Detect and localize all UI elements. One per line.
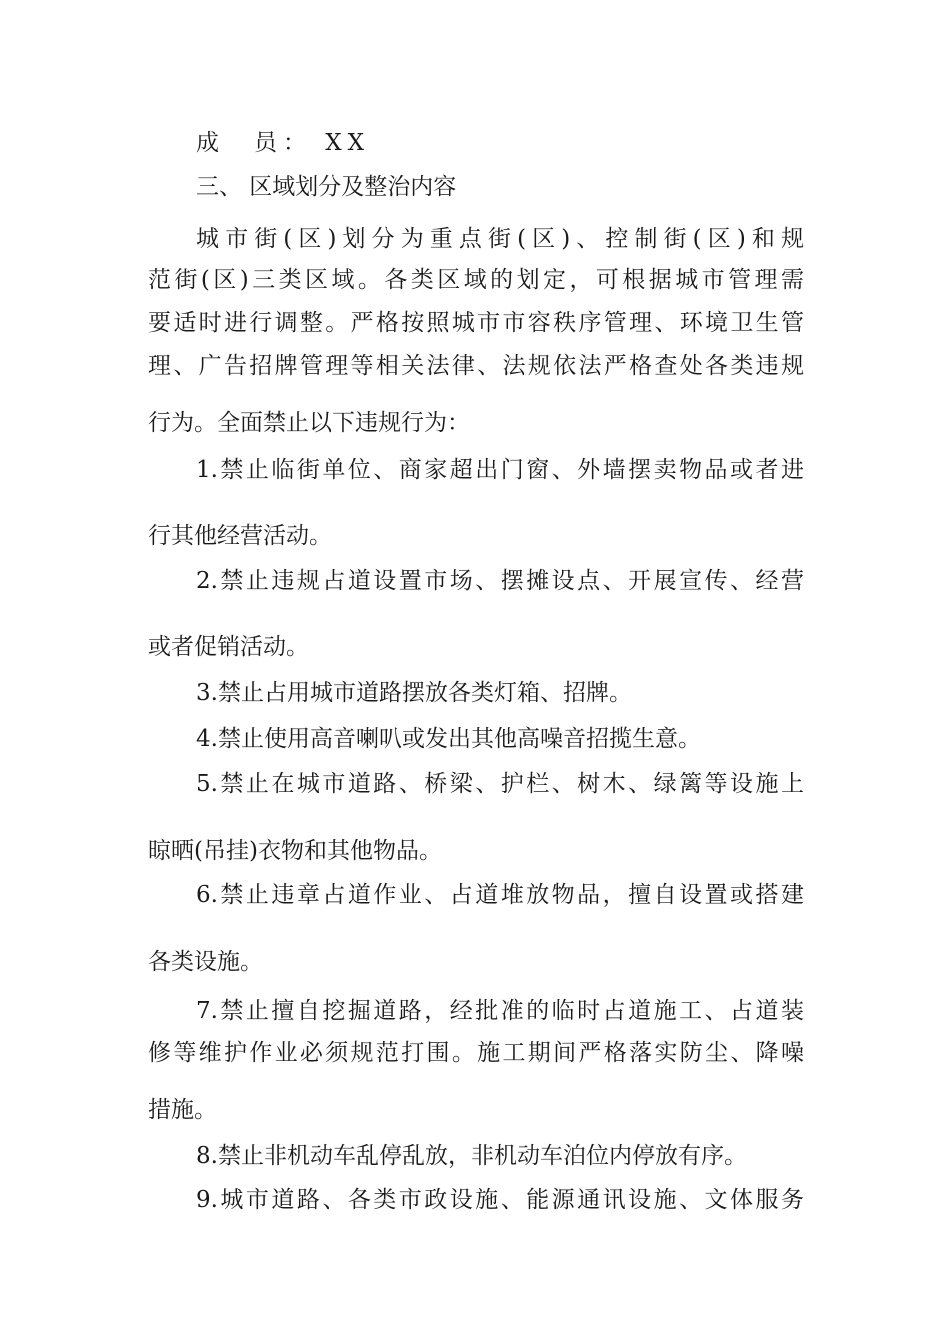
list-item-2-continuation: 或者促销活动。 — [148, 634, 309, 660]
list-item-5-continuation: 晾晒(吊挂)衣物和其他物品。 — [148, 838, 442, 864]
members-line: 成 员： XX — [196, 130, 371, 156]
list-item-1: 1.禁止临街单位、商家超出门窗、外墙摆卖物品或者进 — [196, 457, 804, 483]
paragraph-line: 城市街(区)划分为重点街(区)、控制街(区)和规 — [196, 226, 804, 252]
list-item-9: 9.城市道路、各类市政设施、能源通讯设施、文体服务 — [196, 1187, 804, 1213]
list-item-5: 5.禁止在城市道路、桥梁、护栏、树木、绿篱等设施上 — [196, 771, 804, 797]
paragraph-line: 行为。全面禁止以下违规行为： — [148, 410, 470, 436]
list-item-6: 6.禁止违章占道作业、占道堆放物品，擅自设置或搭建 — [196, 882, 804, 908]
list-item-7: 7.禁止擅自挖掘道路，经批准的临时占道施工、占道装 — [196, 998, 804, 1024]
list-item-6-continuation: 各类设施。 — [148, 949, 263, 975]
list-item-7-continuation: 修等维护作业必须规范打围。施工期间严格落实防尘、降噪 — [148, 1040, 804, 1066]
list-item-8: 8.禁止非机动车乱停乱放，非机动车泊位内停放有序。 — [196, 1143, 747, 1169]
list-item-7-continuation: 措施。 — [148, 1097, 217, 1123]
paragraph-line: 范街(区)三类区域。各类区域的划定，可根据城市管理需 — [148, 267, 804, 293]
list-item-1-continuation: 行其他经营活动。 — [148, 523, 332, 549]
list-item-2: 2.禁止违规占道设置市场、摆摊设点、开展宣传、经营 — [196, 568, 804, 594]
paragraph-line: 要适时进行调整。严格按照城市市容秩序管理、环境卫生管 — [148, 310, 804, 336]
list-item-4: 4.禁止使用高音喇叭或发出其他高噪音招揽生意。 — [196, 726, 701, 752]
section-heading: 三、 区域划分及整治内容 — [196, 174, 457, 200]
paragraph-line: 理、广告招牌管理等相关法律、法规依法严格查处各类违规 — [148, 353, 804, 379]
list-item-3: 3.禁止占用城市道路摆放各类灯箱、招牌。 — [196, 680, 632, 706]
